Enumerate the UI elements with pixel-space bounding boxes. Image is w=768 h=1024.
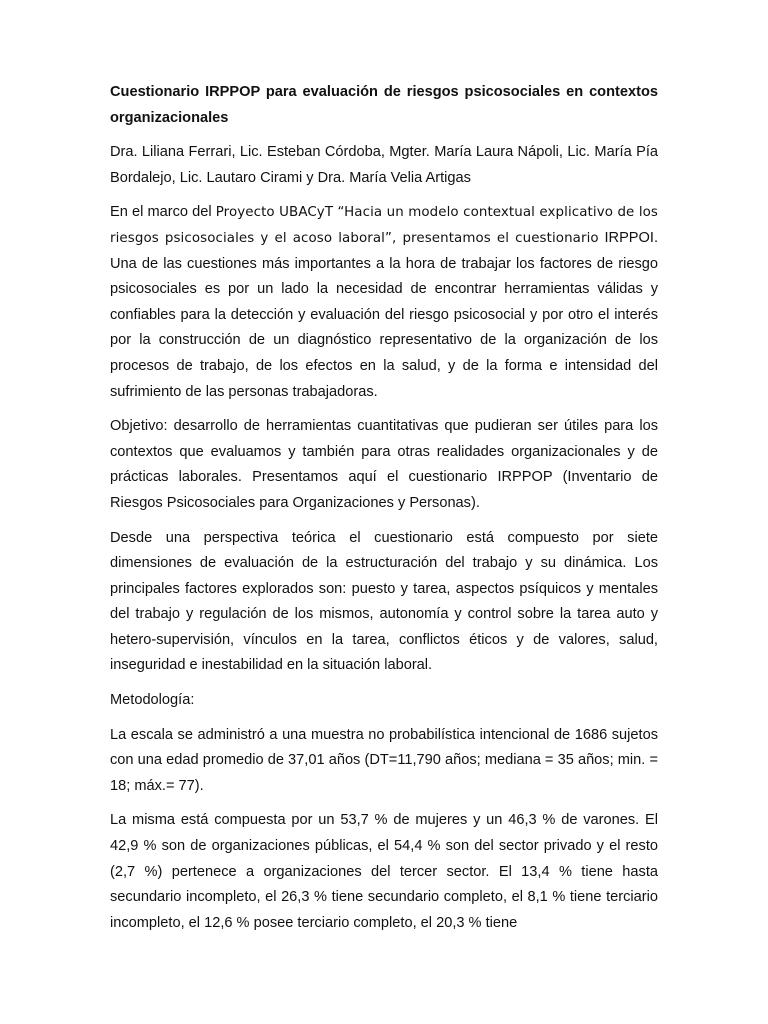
intro-rest: IRPPOI. Una de las cuestiones más importantes a la hora de trabajar los factores de riesgo psicosociales es por un lado la necesidad de encontrar herramientas válidas y confiables para la detección y evaluación del riesgo psicosocial y por otro el interés por la construcción de un diagnóstico representativo de la organización de los procesos de trabajo, de los efectos en la salud, y de la forma e intensidad del sufrimiento de las personas trabajadoras. <box>110 229 658 400</box>
document-title: Cuestionario IRPPOP para evaluación de riesgos psicosociales en contextos organizacionales <box>110 84 658 126</box>
objective-paragraph: Objetivo: desarrollo de herramientas cuantitativas que pudieran ser útiles para los contextos que evaluamos y también para otras realidades organizacionales y de prácticas laborales. Presentamos aquí el cuestionario IRPPOP (Inventario de Riesgos Psicosociales para Organizaciones y Personas). <box>110 418 658 511</box>
composition-paragraph: La misma está compuesta por un 53,7 % de mujeres y un 46,3 % de varones. El 42,9 % son de organizaciones públicas, el 54,4 % son del sector privado y el resto (2,7 %) pertenece a organizaciones del tercer sector. El 13,4 % tiene hasta secundario incompleto, el 26,3 % tiene secundario completo, el 8,1 % tiene terciario incompleto, el 12,6 % posee terciario completo, el 20,3 % tiene <box>110 812 658 931</box>
authors-line: Dra. Liliana Ferrari, Lic. Esteban Córdoba, Mgter. María Laura Nápoli, Lic. María Pía Bordalejo, Lic. Lautaro Cirami y Dra. María Velia Artigas <box>110 144 658 186</box>
methodology-heading: Metodología: <box>110 692 195 709</box>
document-page <box>110 80 658 945</box>
intro-paragraph <box>110 200 658 405</box>
perspective-paragraph: Desde una perspectiva teórica el cuestionario está compuesto por siete dimensiones de evaluación de la estructuración del trabajo y su dinámica. Los principales factores explorados son: puesto y tarea, aspectos psíquicos y mentales del trabajo y regulación de los mismos, autonomía y control sobre la tarea auto y hetero-supervisión, vínculos en la tarea, conflictos éticos y de valores, salud, inseguridad e inestabilidad en la situación laboral. <box>110 529 658 674</box>
intro-lead: En el marco del <box>110 204 216 221</box>
project-name: Proyecto UBACyT “Hacia un modelo contextual explicativo de los riesgos psicosociales y el acoso laboral”, presentamos el cuestionario <box>110 205 659 246</box>
sample-paragraph: La escala se administró a una muestra no probabilística intencional de 1686 sujetos con una edad promedio de 37,01 años (DT=11,790 años; mediana = 35 años; min. = 18; máx.= 77). <box>110 726 658 794</box>
